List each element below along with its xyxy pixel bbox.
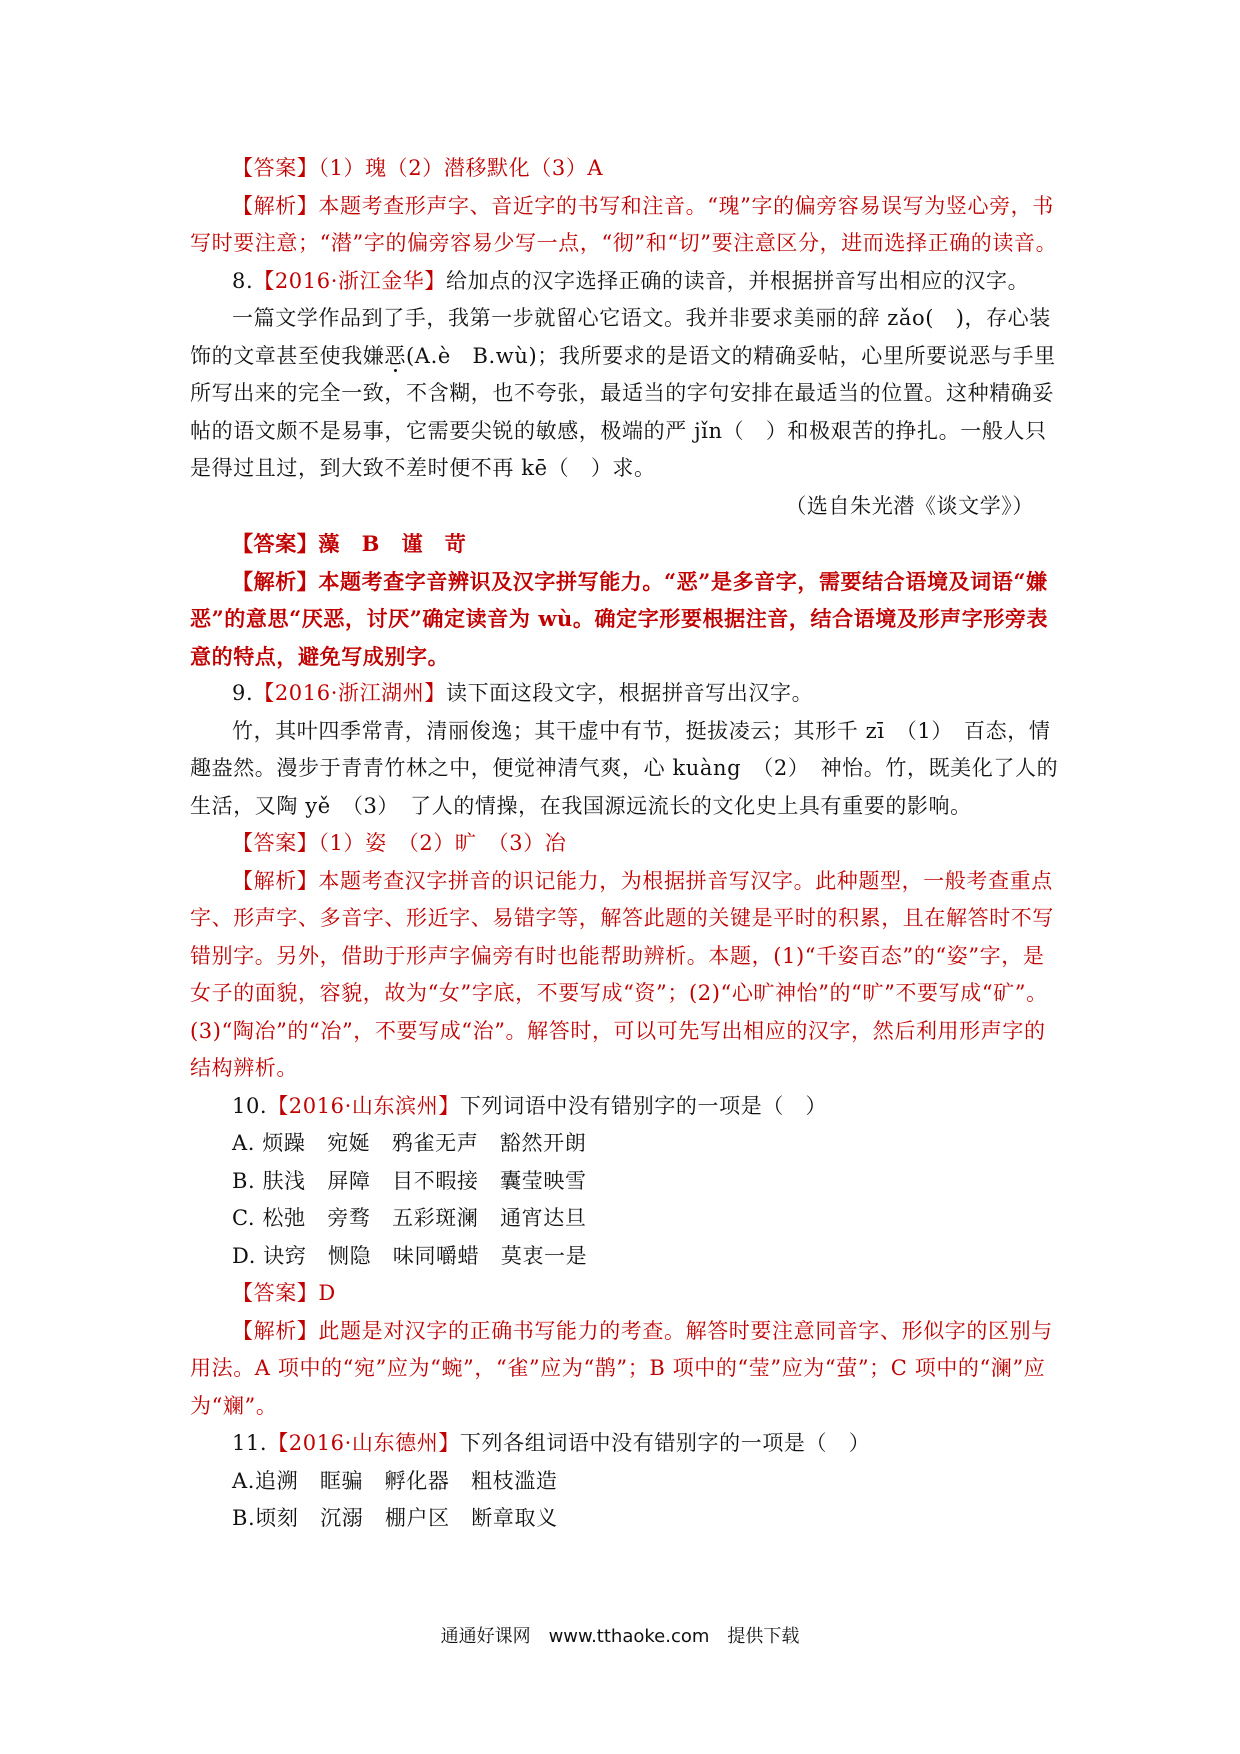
q8-answer: 【答案】藻 B 谨 苛	[232, 531, 467, 556]
q10-analysis: 【解析】此题是对汉字的正确书写能力的考查。解答时要注意同音字、形似字的区别与用法。A 项中的“宛”应为“蜿”，“雀”应为“鹊”；B 项中的“莹”应为“萤”；C 项中的“澜”应为“斓”。	[190, 1318, 1053, 1418]
q8-passage: 一篇文学作品到了手，我第一步就留心它语文。我并非要求美丽的辞 zǎo( )，存心装饰的文章甚至使我嫌恶(A.è B.wù)；我所要求的是语文的精确妥帖，心里所要说恶与手里所写出来的完全一致，不含糊，也不夸张，最适当的字句安排在最适当的位置。这种精确妥帖的语文颇不是易事，它需要尖锐的敏感，极端的严 jǐn（ ）和极艰苦的挣扎。一般人只是得过且过，到大致不差时便不再 kē（ ）求。	[190, 306, 1056, 480]
document-body	[190, 150, 1062, 1538]
q10-option-c: C. 松弛 旁骛 五彩斑澜 通宵达旦	[232, 1206, 587, 1230]
q10-question: 10.【2016·山东滨州】下列词语中没有错别字的一项是（ ）	[232, 1093, 828, 1118]
q9-analysis: 【解析】本题考查汉字拼音的识记能力，为根据拼音写汉字。此种题型，一般考查重点字、形声字、多音字、形近字、易错字等，解答此题的关键是平时的积累，且在解答时不写错别字。另外，借助于形声字偏旁有时也能帮助辨析。本题，(1)“千姿百态”的“姿”字，是女子的面貌，容貌，故为“女”字底，不要写成“资”；(2)“心旷神怡”的“旷”不要写成“矿”。(3)“陶冶”的“冶”，不要写成“治”。解答时，可以可先写出相应的汉字，然后利用形声字的结构辨析。	[190, 868, 1054, 1080]
dotted-character: 恶	[384, 343, 407, 368]
q9-answer: 【答案】（1）姿 （2）旷 （3）冶	[232, 831, 567, 855]
q7-analysis: 【解析】本题考查形声字、音近字的书写和注音。“瑰”字的偏旁容易误写为竖心旁，书写时要注意；“潜”字的偏旁容易少写一点，“彻”和“切”要注意区分，进而选择正确的读音。	[190, 193, 1058, 255]
q11-question: 11.【2016·山东德州】下列各组词语中没有错别字的一项是（ ）	[232, 1431, 871, 1455]
q9-question: 9.【2016·浙江湖州】读下面这段文字，根据拼音写出汉字。	[232, 681, 814, 705]
q10-answer: 【答案】D	[232, 1281, 336, 1305]
q8-analysis: 【解析】本题考查字音辨识及汉字拼写能力。“恶”是多音字，需要结合语境及词语“嫌恶”的意思“厌恶，讨厌”确定读音为 wù。确定字形要根据注音，结合语境及形声字形旁表意的特点，避免写成别字。	[190, 568, 1049, 669]
q10-option-d: D. 诀窍 恻隐 味同嚼蜡 莫衷一是	[232, 1243, 588, 1268]
q9-passage: 竹，其叶四季常青，清丽俊逸；其干虚中有节，挺拔凌云；其形千 zī （1） 百态，情趣盎然。漫步于青青竹林之中，便觉神清气爽，心 kuàng （2） 神怡。竹，既美化了人的生活，又陶 yě （3） 了人的情操，在我国源远流长的文化史上具有重要的影响。	[190, 718, 1059, 818]
q10-option-b: B. 肤浅 屏障 目不暇接 囊莹映雪	[232, 1168, 587, 1193]
q8-citation: （选自朱光潜《谈文学》）	[785, 493, 1034, 518]
q11-option-a: A.追溯 眶骗 孵化器 粗枝滥造	[232, 1468, 558, 1493]
q10-option-a: A. 烦躁 宛娫 鸦雀无声 豁然开朗	[232, 1131, 587, 1155]
q8-question: 8.【2016·浙江金华】给加点的汉字选择正确的读音，并根据拼音写出相应的汉字。	[232, 268, 1030, 293]
page-footer: 通通好课网 www.tthaoke.com 提供下载	[440, 1626, 800, 1647]
q11-option-b: B.顷刻 沉溺 棚户区 断章取义	[232, 1506, 558, 1530]
q7-answer: 【答案】（1）瑰（2）潜移默化（3）A	[232, 156, 604, 180]
